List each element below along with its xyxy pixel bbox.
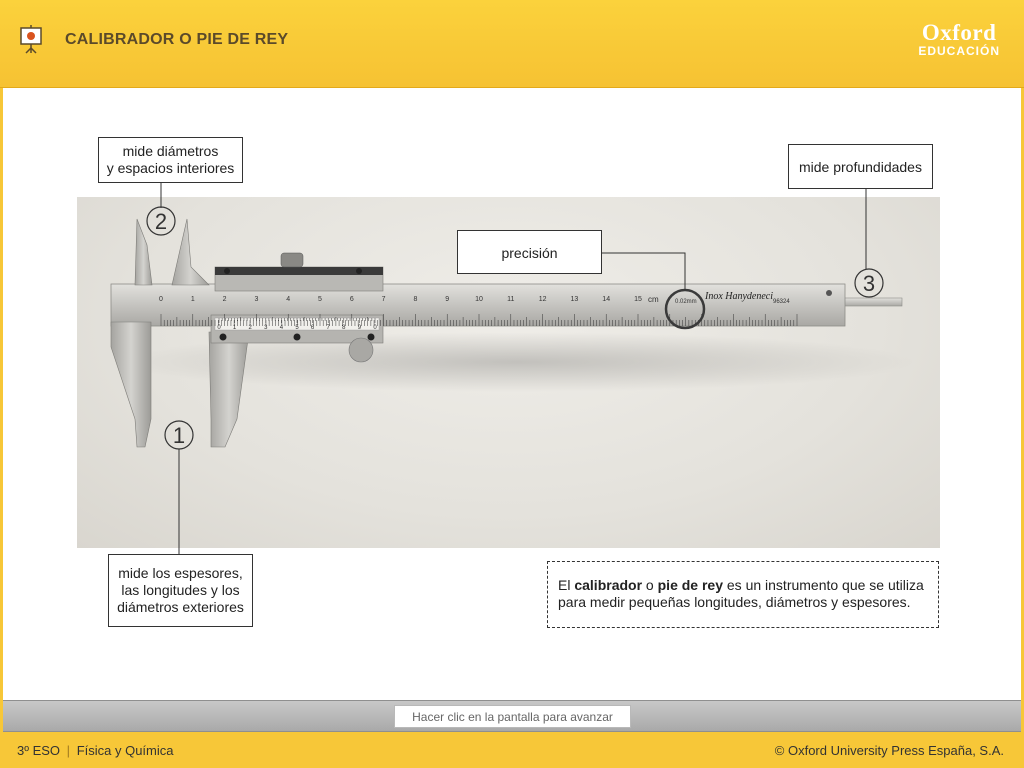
vernier-scale-label: 7	[326, 325, 330, 331]
vernier-scale-label: 3	[264, 325, 268, 331]
serial-number: 96324	[773, 299, 790, 305]
main-scale-label: 4	[286, 296, 291, 303]
definition-box	[547, 561, 939, 628]
callout-espesores-line1: mide los espesores,	[118, 565, 243, 581]
sliding-outer-jaw	[209, 332, 249, 447]
main-scale-label: 7	[381, 296, 386, 303]
main-scale-label: 1	[190, 296, 195, 303]
oxford-logo	[918, 22, 1000, 58]
header-bar	[0, 0, 1024, 88]
callout-diametros-line2: y espacios interiores	[106, 160, 235, 176]
advance-button[interactable]: Hacer clic en la pantalla para avanzar	[394, 705, 631, 728]
marker-1	[165, 421, 193, 449]
main-scale-label: 5	[318, 296, 322, 303]
fixed-outer-jaw	[111, 322, 151, 447]
definition-term-calibrador: calibrador	[574, 577, 643, 593]
vernier-scale-label: 9	[357, 325, 362, 331]
callout-profundidades-label: mide profundidades	[799, 159, 922, 175]
main-scale-label: 13	[570, 296, 579, 303]
bottom-bar	[0, 733, 1024, 768]
definition-text-1: El	[558, 577, 575, 593]
logo-oxford-text: Oxford	[921, 20, 997, 45]
thumb-screw	[281, 253, 303, 267]
main-scale-label: 11	[507, 296, 515, 303]
marker-2	[147, 207, 175, 235]
sliding-inner-jaw	[172, 219, 209, 285]
ruler-unit: cm	[648, 295, 659, 304]
callout-espesores-line3: diámetros exteriores	[117, 599, 244, 615]
main-scale-label: 0	[159, 296, 163, 303]
copyright-notice: © Oxford University Press España, S.A.	[774, 743, 1004, 758]
depth-rod	[842, 298, 902, 306]
definition-text-3: es un instrumento que se utiliza para medir pequeñas longitudes, diámetros y espesores.	[558, 577, 924, 610]
vernier-scale-label: 1	[232, 325, 237, 331]
precision-mark: 0.02mm	[675, 299, 697, 305]
logo-educacion-text: EDUCACIÓN	[918, 44, 1000, 58]
callout-profundidades	[788, 144, 933, 189]
main-scale-label: 3	[254, 296, 259, 303]
slide-content[interactable]	[3, 88, 1021, 700]
marker-1-label: 1	[172, 423, 186, 448]
course-separator: |	[66, 743, 71, 758]
navigation-bar	[3, 700, 1021, 732]
callout-espesores-line2: las longitudes y los	[121, 582, 240, 598]
vernier-scale-label: 5	[295, 325, 299, 331]
main-scale-label: 9	[445, 296, 450, 303]
definition-text-2: o	[642, 577, 658, 593]
course-subject: Física y Química	[76, 743, 174, 758]
lock-screw	[826, 290, 832, 296]
marker-3-label: 3	[862, 271, 876, 296]
main-scale-label: 2	[222, 296, 227, 303]
callout-espesores	[108, 554, 253, 627]
main-scale-label: 6	[349, 296, 354, 303]
definition-term-pie-de-rey: pie de rey	[657, 577, 723, 593]
brand-text: Inox Hanydeneci	[705, 291, 774, 302]
page-title: CALIBRADOR O PIE DE REY	[65, 31, 289, 48]
callout-precision-label: precisión	[501, 245, 558, 261]
vernier-scale-label: 2	[248, 325, 252, 331]
vernier-scale-label: 4	[279, 325, 284, 331]
course-info	[17, 743, 173, 758]
main-scale-label: 12	[538, 296, 547, 303]
vernier-scale-label: 8	[342, 325, 346, 331]
callout-diametros	[98, 137, 243, 183]
main-scale-label: 8	[413, 296, 418, 303]
vernier-scale-label: 0	[373, 325, 377, 331]
course-level: 3º ESO	[17, 743, 61, 758]
callout-diametros-line1: mide diámetros	[122, 143, 219, 159]
main-scale-label: 15	[634, 296, 642, 303]
callout-precision	[457, 230, 602, 274]
marker-2-label: 2	[154, 209, 168, 234]
marker-3	[855, 269, 883, 297]
main-scale-label: 14	[602, 296, 611, 303]
main-scale-label: 10	[475, 296, 483, 303]
presentation-icon	[19, 25, 43, 55]
vernier-scale-label: 0	[217, 325, 221, 331]
vernier-scale-label: 6	[310, 325, 315, 331]
thumb-wheel	[349, 338, 373, 362]
